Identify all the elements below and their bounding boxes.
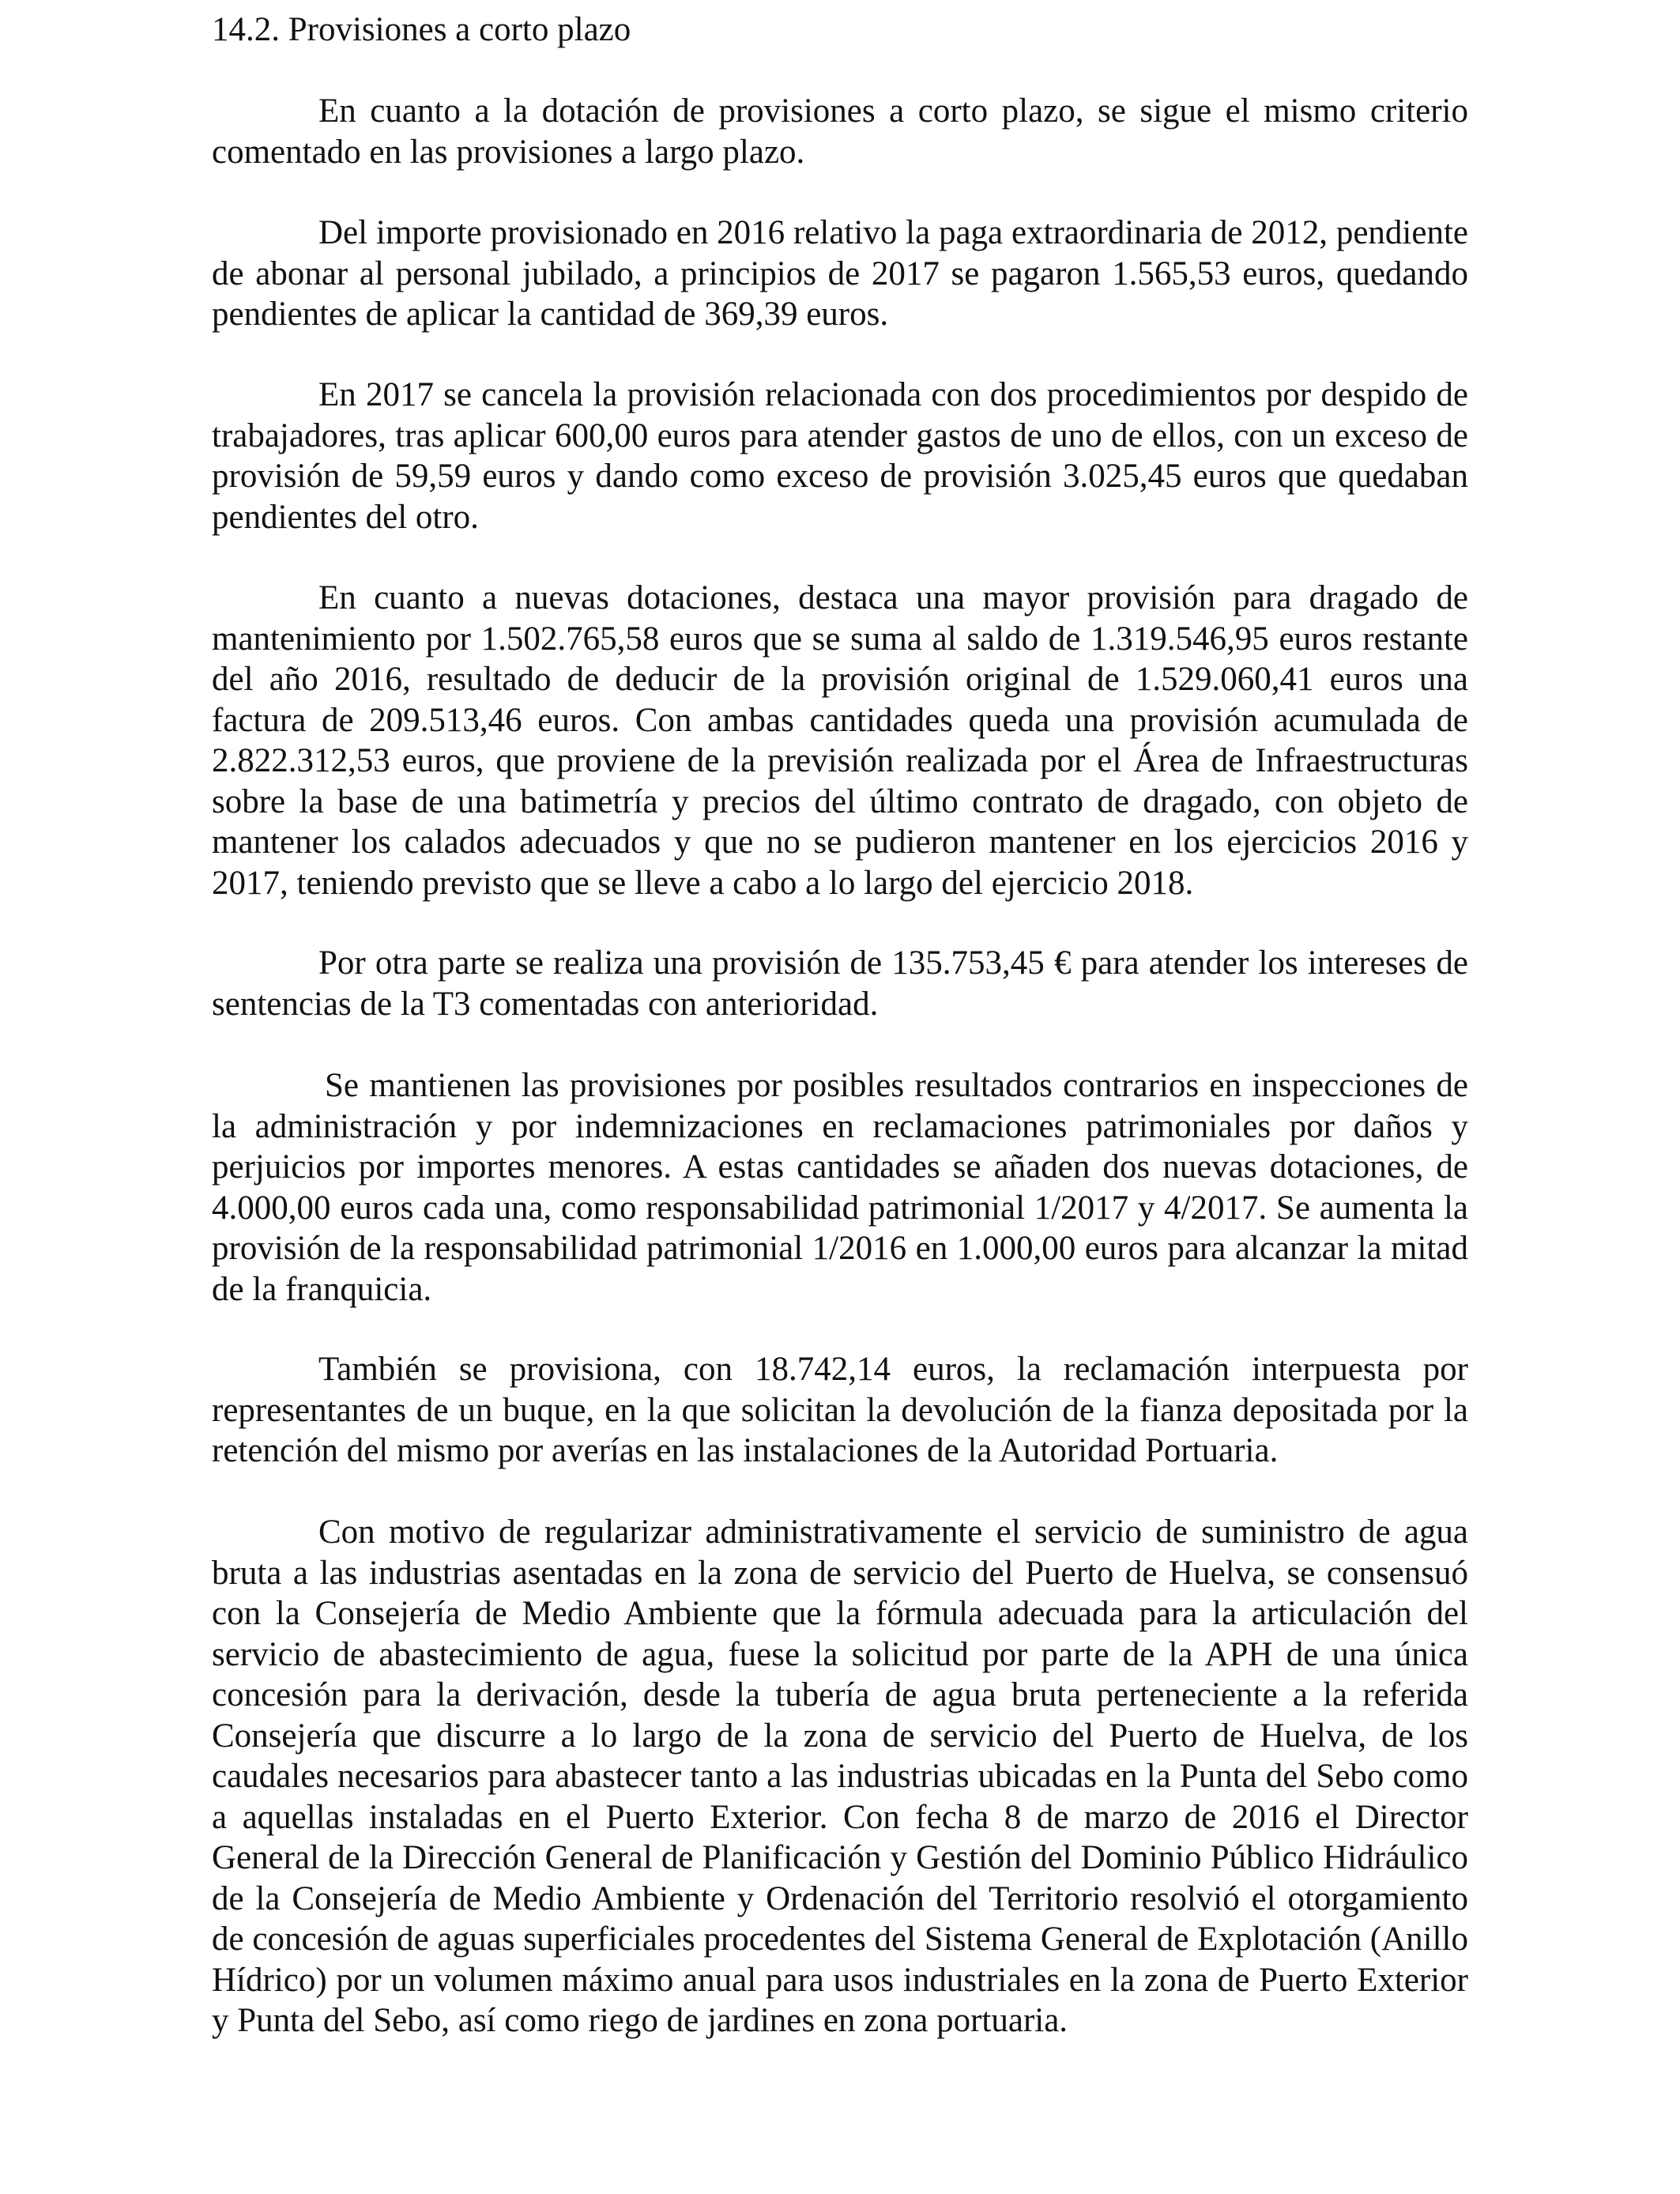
paragraph-block-4 <box>212 578 1468 903</box>
paragraph-block-6 <box>212 1065 1468 1310</box>
paragraph: También se provisiona, con 18.742,14 euros, la reclamación interpuesta por representantes de un buque, en la que solicitan la devolución de la fianza depositada por la retención del mismo por averías en las instalaciones de la Autoridad Portuaria. <box>212 1351 1468 1469</box>
paragraph: En cuanto a la dotación de provisiones a corto plazo, se sigue el mismo criterio comentado en las provisiones a largo plazo. <box>212 92 1468 171</box>
paragraph-block-1 <box>212 91 1468 172</box>
paragraph: Se mantienen las provisiones por posibles resultados contrarios en inspecciones de la administración y por indemnizaciones en reclamaciones patrimoniales por daños y perjuicios por importes menores. A estas cantidades se añaden dos nuevas dotaciones, de 4.000,00 euros cada una, como responsabilidad patrimonial 1/2017 y 4/2017. Se aumenta la provisión de la responsabilidad patrimonial 1/2016 en 1.000,00 euros para alcanzar la mitad de la franquicia. <box>212 1067 1468 1308</box>
paragraph-block-3 <box>212 375 1468 537</box>
paragraph: En 2017 se cancela la provisión relacionada con dos procedimientos por despido de trabajadores, tras aplicar 600,00 euros para atender gastos de uno de ellos, con un exceso de provisión de 59,59 euros y dando como exceso de provisión 3.025,45 euros que quedaban pendientes del otro. <box>212 376 1468 536</box>
section-heading: 14.2. Provisiones a corto plazo <box>212 11 631 48</box>
paragraph: Por otra parte se realiza una provisión de 135.753,45 € para atender los intereses de sentencias de la T3 comentadas con anterioridad. <box>212 944 1468 1023</box>
paragraph: Del importe provisionado en 2016 relativo la paga extraordinaria de 2012, pendiente de abonar al personal jubilado, a principios de 2017 se pagaron 1.565,53 euros, quedando pendientes de aplicar la cantidad de 369,39 euros. <box>212 214 1468 333</box>
paragraph-block-5 <box>212 943 1468 1024</box>
paragraph-block-7 <box>212 1349 1468 1472</box>
paragraph-block-2 <box>212 213 1468 335</box>
paragraph-block-8 <box>212 1512 1468 2041</box>
paragraph: En cuanto a nuevas dotaciones, destaca una mayor provisión para dragado de mantenimiento por 1.502.765,58 euros que se suma al saldo de 1.319.546,95 euros restante del año 2016, resultado de deducir de la provisión original de 1.529.060,41 euros una factura de 209.513,46 euros. Con ambas cantidades queda una provisión acumulada de 2.822.312,53 euros, que proviene de la previsión realizada por el Área de Infraestructuras sobre la base de una batimetría y precios del último contrato de dragado, con objeto de mantener los calados adecuados y que no se pudieron mantener en los ejercicios 2016 y 2017, teniendo previsto que se lleve a cabo a lo largo del ejercicio 2018. <box>212 579 1468 902</box>
paragraph: Con motivo de regularizar administrativamente el servicio de suministro de agua bruta a las industrias asentadas en la zona de servicio del Puerto de Huelva, se consensuó con la Consejería de Medio Ambiente que la fórmula adecuada para la articulación del servicio de abastecimiento de agua, fuese la solicitud por parte de la APH de una única concesión para la derivación, desde la tubería de agua bruta perteneciente a la referida Consejería que discurre a lo largo de la zona de servicio del Puerto de Huelva, de los caudales necesarios para abastecer tanto a las industrias ubicadas en la Punta del Sebo como a aquellas instaladas en el Puerto Exterior. Con fecha 8 de marzo de 2016 el Director General de la Dirección General de Planificación y Gestión del Dominio Público Hidráulico de la Consejería de Medio Ambiente y Ordenación del Territorio resolvió el otorgamiento de concesión de aguas superficiales procedentes del Sistema General de Explotación (Anillo Hídrico) por un volumen máximo anual para usos industriales en la zona de Puerto Exterior y Punta del Sebo, así como riego de jardines en zona portuaria. <box>212 1514 1468 2039</box>
